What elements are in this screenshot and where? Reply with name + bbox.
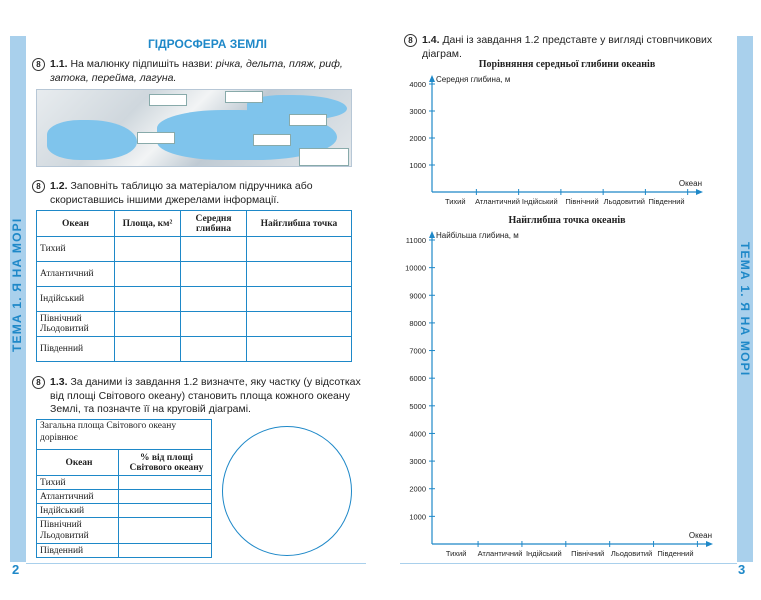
blank-cell[interactable] bbox=[119, 504, 212, 518]
x-axis-label: Океан bbox=[678, 179, 702, 188]
ocean-name: Тихий bbox=[37, 237, 115, 262]
table-header: Середня глибина bbox=[181, 211, 247, 237]
ocean-name: Північний Льодовитий bbox=[37, 518, 119, 544]
blank-cell[interactable] bbox=[181, 312, 247, 337]
blank-cell[interactable] bbox=[247, 337, 352, 362]
blank-cell[interactable] bbox=[247, 237, 352, 262]
blank-cell[interactable] bbox=[247, 312, 352, 337]
table-row bbox=[37, 287, 352, 312]
x-tick-label: Тихий bbox=[444, 197, 466, 206]
x-tick-label: Тихий bbox=[445, 549, 467, 558]
ocean-name: Південний bbox=[37, 544, 119, 558]
photo-water bbox=[47, 120, 137, 160]
page-number-right: 3 bbox=[738, 562, 746, 577]
bottom-line-left bbox=[26, 563, 366, 564]
ocean-table bbox=[36, 210, 352, 362]
task-text: Дані із завдання 1.2 представте у вигляді стовпчикових діаграм. bbox=[422, 34, 713, 60]
task-text: На малюнку підпишіть назви: bbox=[70, 58, 216, 70]
y-tick-label: 5000 bbox=[409, 401, 426, 411]
blank-cell[interactable] bbox=[181, 262, 247, 287]
task-words: річка, дельта, пляж, риф, затока, перейма, лагуна. bbox=[50, 58, 343, 84]
label-box[interactable] bbox=[137, 132, 175, 144]
table-header: Океан bbox=[37, 450, 119, 476]
chart-title: Порівняння середньої глибини океанів bbox=[478, 59, 656, 70]
percent-table bbox=[36, 419, 212, 558]
x-tick-label: Південний bbox=[657, 549, 694, 558]
table-row bbox=[37, 337, 352, 362]
task-icon: 8 bbox=[32, 58, 45, 71]
table-row bbox=[37, 544, 212, 558]
page-number-left: 2 bbox=[12, 562, 20, 577]
x-tick-label: Атлантичний bbox=[475, 197, 520, 206]
y-axis-label: Найбільша глибина, м bbox=[436, 231, 519, 240]
y-tick-label: 10000 bbox=[405, 263, 426, 273]
label-box[interactable] bbox=[299, 148, 349, 166]
task-number: 1.1. bbox=[50, 58, 68, 70]
blank-cell[interactable] bbox=[181, 337, 247, 362]
x-axis-arrow bbox=[696, 189, 703, 195]
coastline-photo bbox=[36, 89, 352, 167]
depth-chart-average bbox=[404, 72, 730, 212]
table-header: Найглибша точка bbox=[247, 211, 352, 237]
task-1-2 bbox=[50, 180, 362, 207]
total-area-label: Загальна площа Світового океану дорівнює bbox=[37, 420, 212, 450]
y-tick-label: 4000 bbox=[409, 429, 426, 439]
label-box[interactable] bbox=[225, 91, 263, 103]
x-tick-label: Північний bbox=[565, 197, 599, 206]
y-tick-label: 3000 bbox=[409, 107, 426, 116]
y-tick-label: 2000 bbox=[409, 134, 426, 143]
table-row bbox=[37, 262, 352, 287]
y-tick-label: 2000 bbox=[409, 484, 426, 494]
x-tick-label: Льодовитий bbox=[603, 197, 645, 206]
table-row bbox=[37, 237, 352, 262]
table-row bbox=[37, 312, 352, 337]
task-1-3 bbox=[50, 376, 362, 417]
x-tick-label: Південний bbox=[648, 197, 685, 206]
ocean-name: Північний Льодовитий bbox=[37, 312, 115, 337]
y-axis-label: Середня глибина, м bbox=[436, 75, 511, 84]
table-row bbox=[37, 518, 212, 544]
y-tick-label: 6000 bbox=[409, 374, 426, 384]
blank-cell[interactable] bbox=[115, 287, 181, 312]
x-tick-label: Атлантичний bbox=[477, 549, 523, 558]
task-icon: 8 bbox=[404, 34, 417, 47]
y-tick-label: 3000 bbox=[409, 457, 426, 467]
ocean-name: Атлантичний bbox=[37, 262, 115, 287]
table-row bbox=[37, 504, 212, 518]
x-tick-label: Індійський bbox=[521, 197, 558, 206]
blank-cell[interactable] bbox=[247, 262, 352, 287]
blank-cell[interactable] bbox=[119, 518, 212, 544]
x-axis-label: Океан bbox=[688, 531, 712, 540]
blank-cell[interactable] bbox=[247, 287, 352, 312]
ocean-name: Південний bbox=[37, 337, 115, 362]
bottom-line-right bbox=[400, 563, 737, 564]
chart-title: Найглибша точка океанів bbox=[508, 215, 626, 226]
label-box[interactable] bbox=[149, 94, 187, 106]
y-tick-label: 7000 bbox=[409, 346, 426, 356]
depth-chart-deepest bbox=[404, 228, 730, 562]
label-box[interactable] bbox=[253, 134, 291, 146]
y-tick-label: 11000 bbox=[405, 236, 426, 245]
task-1-4 bbox=[422, 34, 727, 61]
task-number: 1.3. bbox=[50, 376, 68, 388]
table-header: Площа, км² bbox=[115, 211, 181, 237]
table-row bbox=[37, 476, 212, 490]
section-title: ГІДРОСФЕРА ЗЕМЛІ bbox=[148, 37, 267, 51]
task-1-1 bbox=[50, 58, 362, 85]
task-text: За даними із завдання 1.2 визначте, яку частку (у відсотках від площі Світового океану) становить площа кожного океану Землі, та позначте її на круговій діаграмі. bbox=[50, 376, 361, 415]
ocean-name: Індійський bbox=[37, 287, 115, 312]
y-tick-label: 9000 bbox=[409, 291, 426, 301]
y-tick-label: 4000 bbox=[409, 80, 426, 89]
x-tick-label: Індійський bbox=[525, 549, 562, 558]
ocean-name: Індійський bbox=[37, 504, 119, 518]
y-tick-label: 1000 bbox=[409, 512, 426, 522]
y-tick-label: 8000 bbox=[409, 318, 426, 328]
blank-cell[interactable] bbox=[181, 237, 247, 262]
blank-cell[interactable] bbox=[119, 476, 212, 490]
pie-chart-circle[interactable] bbox=[222, 426, 352, 556]
blank-cell[interactable] bbox=[115, 312, 181, 337]
x-tick-label: Північний bbox=[571, 549, 605, 558]
blank-cell[interactable] bbox=[115, 337, 181, 362]
y-tick-label: 1000 bbox=[409, 161, 426, 170]
task-icon: 8 bbox=[32, 180, 45, 193]
task-icon: 8 bbox=[32, 376, 45, 389]
label-box[interactable] bbox=[289, 114, 327, 126]
task-number: 1.4. bbox=[422, 34, 440, 46]
table-row bbox=[37, 490, 212, 504]
blank-cell[interactable] bbox=[119, 544, 212, 558]
blank-cell[interactable] bbox=[119, 490, 212, 504]
side-label-left: ТЕМА 1. Я НА МОРІ bbox=[10, 217, 24, 352]
blank-cell[interactable] bbox=[115, 262, 181, 287]
task-text: Заповніть таблицю за матеріалом підручника або скориставшись іншими джерелами інформації. bbox=[50, 180, 313, 206]
x-tick-label: Льодовитий bbox=[610, 549, 653, 558]
x-axis-arrow bbox=[706, 541, 713, 547]
ocean-name: Атлантичний bbox=[37, 490, 119, 504]
blank-cell[interactable] bbox=[115, 237, 181, 262]
blank-cell[interactable] bbox=[181, 287, 247, 312]
table-header: Океан bbox=[37, 211, 115, 237]
table-header: % від площі Світового океану bbox=[119, 450, 212, 476]
side-label-right: ТЕМА 1. Я НА МОРІ bbox=[738, 242, 752, 377]
y-axis-arrow bbox=[429, 231, 435, 238]
task-number: 1.2. bbox=[50, 180, 68, 192]
y-axis-arrow bbox=[429, 75, 435, 82]
ocean-name: Тихий bbox=[37, 476, 119, 490]
